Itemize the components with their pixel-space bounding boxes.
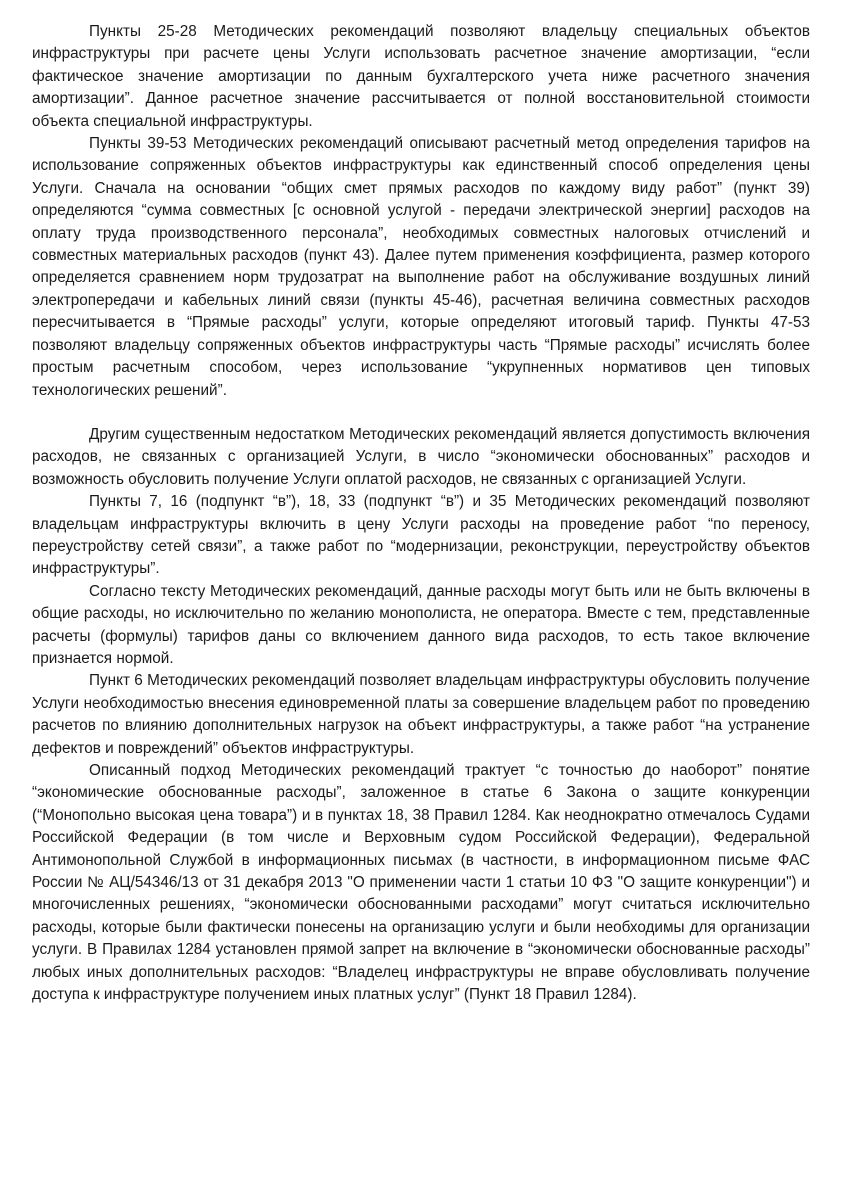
paragraph-one-time-fee: Пункт 6 Методических рекомендаций позволяет владельцам инфраструктуры обусловить получение Услуги необходимостью внесения единовременной платы за совершение владельцем работ по проведению расчетов по влиянию дополнительных нагрузок на объект инфраструктуры, а также работ “на устранение дефектов и повреждений” объектов инфраструктуры. bbox=[32, 672, 810, 757]
document-page bbox=[32, 21, 810, 1006]
paragraph-economic-justification: Описанный подход Методических рекомендаций трактует “с точностью до наоборот” понятие “экономические обоснованные расходы”, заложенное в статье 6 Закона о защите конкуренции (“Монопольно высокая цена товара”) и в пунктах 18, 38 Правил 1284. Как неоднократно отмечалось Судами Российской Федерации (в том числе и Верховным судом Российской Федерации), Федеральной Антимонопольной Службой в информационных письмах (в частности, в информационном письме ФАС России № АЦ/54346/13 от 31 декабря 2013 "О применении части 1 статьи 10 ФЗ "О защите конкуренции") и многочисленных решениях, “экономически обоснованными расходами” могут считаться исключительно расходы, которые были фактически понесены на организацию услуги и были необходимы для организации услуги. В Правилах 1284 установлен прямой запрет на включение в “экономически обоснованные расходы” любых иных дополнительных расходов: “Владелец инфраструктуры не вправе обусловливать получение доступа к инфраструктуре получением иных платных услуг” (Пункт 18 Правил 1284). bbox=[32, 762, 810, 1004]
paragraph-drawback: Другим существенным недостатком Методических рекомендаций является допустимость включения расходов, не связанных с организацией Услуги, в число “экономически обоснованных” расходов и возможность обусловить получение Услуги оплатой расходов, не связанных с организацией Услуги. bbox=[32, 425, 810, 488]
paragraph-relocation-costs: Пункты 7, 16 (подпункт “в”), 18, 33 (подпункт “в”) и 35 Методических рекомендаций позволяют владельцам инфраструктуры включить в цену Услуги расходы на проведение работ “по переносу, переустройству сетей связи”, а также работ по “модернизации, реконструкции, переустройству объектов инфраструктуры”. bbox=[32, 493, 810, 578]
paragraph-amortization: Пункты 25-28 Методических рекомендаций позволяют владельцу специальных объектов инфраструктуры при расчете цены Услуги использовать расчетное значение амортизации, “если фактическое значение амортизации по данным бухгалтерского учета ниже расчетного значения амортизации”. Данное расчетное значение рассчитывается от полной восстановительной стоимости объекта специальной инфраструктуры. bbox=[32, 23, 810, 130]
paragraph-gap bbox=[32, 402, 810, 424]
paragraph-monopolist-choice: Согласно тексту Методических рекомендаций, данные расходы могут быть или не быть включены в общие расходы, но исключительно по желанию монополиста, не оператора. Вместе с тем, представленные расчеты (формулы) тарифов даны со включением данного вида расходов, то есть такое включение признается нормой. bbox=[32, 582, 810, 667]
paragraph-calculation-method: Пункты 39-53 Методических рекомендаций описывают расчетный метод определения тарифов на использование сопряженных объектов инфраструктуры как единственный способ определения цены Услуги. Сначала на основании “общих смет прямых расходов по каждому виду работ” (пункт 39) определяются “сумма совместных [с основной услугой - передачи электрической энергии] расходов на оплату труда производственного персонала”, необходимых совместных налоговых отчислений и совместных материальных расходов (пункт 43). Далее путем применения коэффициента, размер которого определяется сравнением норм трудозатрат на выполнение работ на обслуживание воздушных линий электропередачи и кабельных линий связи (пункты 45-46), расчетная величина совместных расходов пересчитывается в “Прямые расходы” услуги, которые определяют итоговый тариф. Пункты 47-53 позволяют владельцу сопряженных объектов инфраструктуры часть “Прямые расходы” исчислять более простым расчетным способом, через использование “укрупненных нормативов цен типовых технологических решений”. bbox=[32, 135, 810, 399]
